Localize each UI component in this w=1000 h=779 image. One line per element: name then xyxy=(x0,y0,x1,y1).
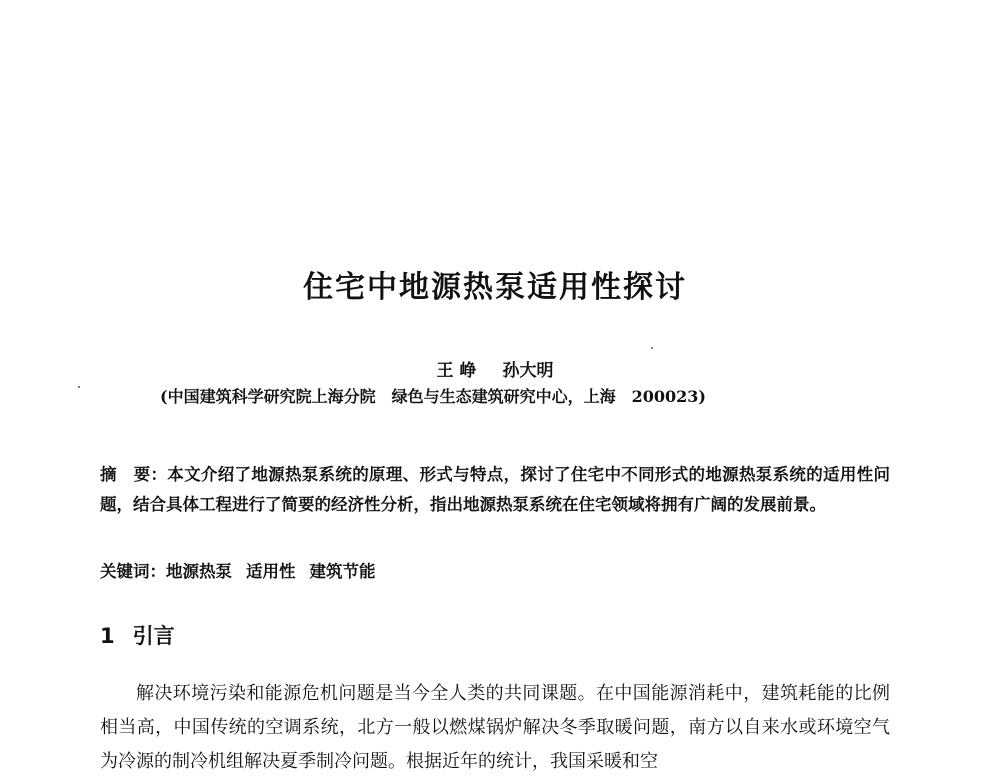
section-heading xyxy=(100,620,175,650)
section-title: 引言 xyxy=(132,624,175,648)
abstract-text: 本文介绍了地源热泵系统的原理、形式与特点，探讨了住宅中不同形式的地源热泵系统的适用性问题，结合具体工程进行了简要的经济性分析，指出地源热泵系统在住宅领域将拥有广阔的发展前景。 xyxy=(100,465,891,514)
scan-speck xyxy=(78,386,80,388)
section-number: 1 xyxy=(100,624,115,648)
author-affiliation: (中国建筑科学研究院上海分院 绿色与生态建筑研究中心，上海 200023) xyxy=(160,387,706,406)
author-name: 孙大明 xyxy=(502,361,554,381)
author-list xyxy=(0,356,990,381)
keyword: 适用性 xyxy=(246,562,296,581)
keywords xyxy=(100,558,890,582)
paper-title: 住宅中地源热泵适用性探讨 xyxy=(303,270,687,305)
abstract xyxy=(100,460,890,520)
abstract-label: 摘 要： xyxy=(100,465,168,484)
keywords-label: 关键词： xyxy=(100,562,166,581)
scan-speck xyxy=(651,347,653,349)
keyword: 地源热泵 xyxy=(166,562,232,581)
body-paragraph: 解决环境污染和能源危机问题是当今全人类的共同课题。在中国能源消耗中，建筑耗能的比例相当高，中国传统的空调系统，北方一般以燃煤锅炉解决冬季取暖问题，南方以自来水或环境空气为冷源的制冷机组解决夏季制冷问题。根据近年的统计，我国采暖和空 xyxy=(100,683,890,772)
keyword: 建筑节能 xyxy=(309,562,376,581)
author-name: 王 峥 xyxy=(436,361,477,381)
